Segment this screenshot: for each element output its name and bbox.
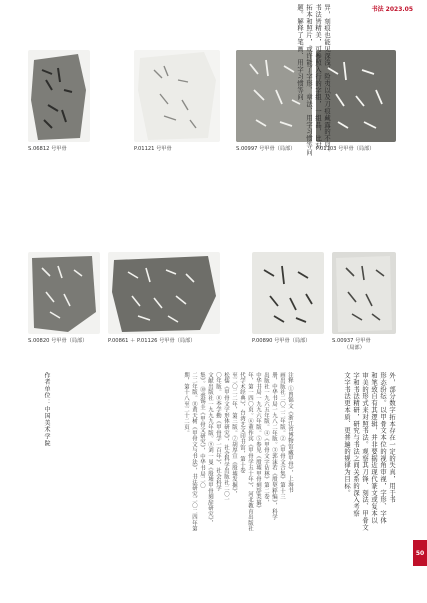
image-caption-5: S.00820 号甲骨（局部） [28,338,88,344]
oracle-bone-image-2 [134,50,220,142]
journal-header: 书法 2023.05 [371,6,413,13]
note-line: 集》。⑩裘锡圭《甲骨文研究》，中华书局二〇 [199,372,205,489]
body-text [295,4,304,222]
image-caption-3: S.00997 号甲骨（局部） [236,146,296,152]
body-line: 异，刻痕也能见深浅、险夷以及刀痕藏露的不同。 [323,4,330,156]
note-line: 画出版社二〇二二年版。②《甲骨文合集》第十三 [279,372,285,500]
oracle-bone-image-5 [28,252,100,334]
notes-block [128,372,294,548]
note-line: 中华书局一九九六年版。⑤参见《殷墟甲骨刻辞类纂》 [255,372,261,512]
author-affiliation: 作者单位：中国美术学院 [43,372,50,447]
note-line: 松儒《甲骨文字形体研究》，社会科学出版社二〇一 [223,372,229,503]
oracle-bone-image-7 [252,252,324,334]
body-line: 文字书法更本质、更普遍的规律为目标。 [343,372,350,497]
body-line: 形态纷纭。以甲骨文本位的视角审视，字形、字体 [379,372,386,524]
body-line: 外，部分数字拓本存在一定的失真，用于书 [388,372,395,504]
image-caption-2: P.01121 号甲骨 [134,146,172,152]
image-caption-1: S.06812 号甲骨 [28,146,67,152]
body-text [322,4,331,222]
note-line: 期，第十八至二十二页。 [183,372,189,436]
note-line: 〇年版。⑧李学勤《甲骨学一百年》，社会科学 [215,372,221,492]
note-line: 注释 ①曾锦文《浙江省博物馆藏甲骨》，上海书 [287,372,293,494]
image-caption-8: S.00937 号甲骨 [332,338,371,344]
body-text-lower [298,372,396,548]
note-line: 年，第一四〇页。⑥董作宾《甲骨学五十年》，河北教育出版社 [247,372,253,532]
image-caption-4: P.01103 号甲骨（局部） [316,146,375,152]
body-text [304,4,313,222]
note-line: 二二年版。⑪黄天树《甲骨文与书法》，书法研究二〇二四年第 [191,372,197,532]
image-caption-7: P.00890 号甲骨（局部） [252,338,311,344]
oracle-bone-image-6 [108,252,220,334]
body-line: 拓本和照片，或许能了字形、章法、用字习惯等问 [305,4,312,156]
body-text [313,4,322,222]
body-line: 题。解释了笔画、用字习惯等问 [296,4,303,101]
page-number: 50 [413,540,427,566]
body-line: 审美的形式来对照书法。观察其刀锋、刻法、甲骨文 [361,372,368,531]
body-line: 书法皆精美，可参照入行的字组，一组品，比对 [314,4,321,149]
image-caption-6: P.00861 ＋ P.01126 号甲骨（局部） [108,338,196,344]
note-line: 代学术经典》，台湾艺文印书馆，第十卷 [239,372,245,474]
note-line: 出版社一九六五年版。④《甲骨文字诂林》第二卷， [263,372,269,506]
body-line: 和笔致自有其逻辑，并非要据近现代篆文或复本以 [370,372,377,524]
oracle-bone-image-8 [332,252,396,334]
oracle-bone-image-1 [28,50,90,142]
note-line: 册，中华书局一九八二年版。③郭沫若《殷契粹编》，科学 [271,372,277,521]
image-caption-8-sub: （局部） [344,345,365,351]
body-line: 字和书法精研，研究与书法之间关系的深入考察 [352,372,359,517]
note-line: 文献出版社一九九九年版。⑨刘一曼《殷墟甲骨刻辞研究》， [207,372,213,526]
note-line: 至二〇二二年，第三版。⑦胡厚宣《殷墟发掘》， [231,372,237,497]
